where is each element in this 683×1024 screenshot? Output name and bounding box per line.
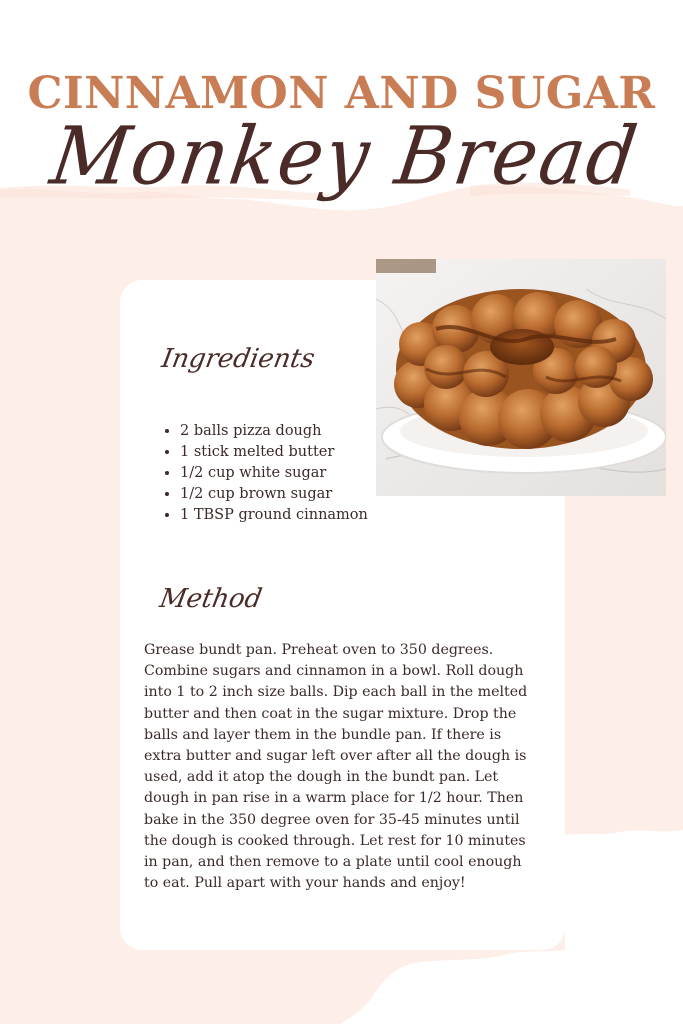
ingredient-item: • 1/2 cup white sugar — [180, 463, 368, 484]
ingredients-list — [162, 421, 368, 526]
monkey-bread-photo — [376, 259, 666, 496]
ingredient-item: • 1 TBSP ground cinnamon — [180, 505, 368, 526]
title-line-2: Monkey Bread — [45, 108, 645, 203]
ingredients-heading: Ingredients — [159, 344, 318, 374]
method-heading: Method — [157, 584, 265, 614]
ingredient-item: • 1 stick melted butter — [180, 442, 368, 463]
ingredient-item: • 1/2 cup brown sugar — [180, 484, 368, 505]
ingredient-item: • 2 balls pizza dough — [180, 421, 368, 442]
title-line-1: CINNAMON AND SUGAR — [27, 68, 656, 119]
method-text: Grease bundt pan. Preheat oven to 350 degrees. Combine sugars and cinnamon in a bowl. Roll dough into 1 to 2 inch size balls. Dip each ball in the melted butter and then coat in the sugar mixture. Drop the balls and layer them in the bundle pan. If there is extra butter and sugar left over after all the dough is used, add it atop the dough in the bundt pan. Let dough in pan rise in a warm place for 1/2 hour. Then bake in the 350 degree oven for 35-45 minutes until the dough is cooked through. Let rest for 10 minutes in pan, and then remove to a plate until cool enough to eat. Pull apart with your hands and enjoy! — [144, 642, 528, 892]
